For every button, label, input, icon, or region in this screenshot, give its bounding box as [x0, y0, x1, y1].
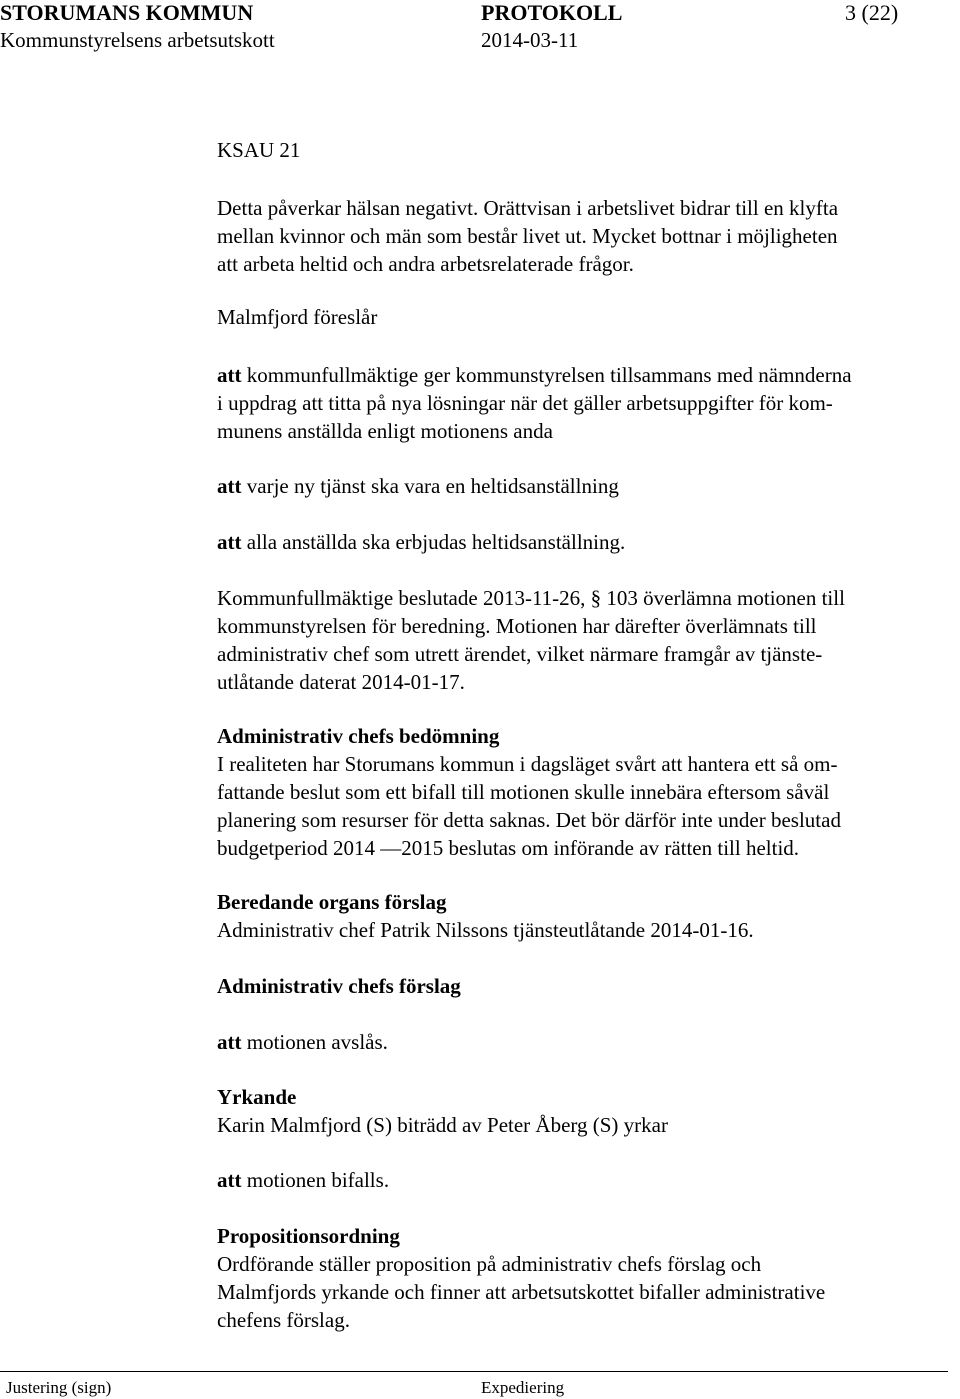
- org-name: STORUMANS KOMMUN: [0, 0, 254, 25]
- att-keyword: att: [217, 1168, 242, 1192]
- doc-type: PROTOKOLL: [481, 0, 623, 25]
- decision-paragraph: [217, 584, 947, 696]
- preparatory-text: Administrativ chef Patrik Nilssons tjänsteutlåtande 2014-01-16.: [217, 918, 754, 942]
- decision-line: utlåtande daterat 2014-01-17.: [217, 670, 465, 694]
- att-text: motionen avslås.: [241, 1030, 388, 1054]
- proposition-order-heading: Propositionsordning: [217, 1224, 400, 1248]
- att-text: varje ny tjänst ska vara en heltidsanställning: [241, 474, 619, 498]
- committee-name: Kommunstyrelsens arbetsutskott: [0, 28, 275, 52]
- assessment-section: [217, 722, 947, 862]
- assessment-line: planering som resurser för detta saknas. Det bör därför inte under beslutad: [217, 808, 841, 832]
- intro-line: Detta påverkar hälsan negativt. Orättvisan i arbetslivet bidrar till en klyfta: [217, 196, 839, 220]
- att-text: i uppdrag att titta på nya lösningar när det gäller arbetsuppgifter för kom-: [217, 391, 833, 415]
- att-keyword: att: [217, 474, 242, 498]
- footer-divider: [0, 1371, 948, 1372]
- preparatory-section: [217, 888, 947, 944]
- assessment-heading: Administrativ chefs bedömning: [217, 724, 500, 748]
- att-keyword: att: [217, 530, 242, 554]
- decision-line: kommunstyrelsen för beredning. Motionen har därefter överlämnats till: [217, 614, 817, 638]
- att-clause-3: [217, 528, 947, 556]
- proposition-order-line: Malmfjords yrkande och finner att arbetsutskottet bifaller administrative: [217, 1280, 826, 1304]
- claims-text: Karin Malmfjord (S) biträdd av Peter Åberg (S) yrkar: [217, 1113, 668, 1137]
- section-id: KSAU 21: [217, 138, 301, 162]
- signature-label: Justering (sign): [6, 1378, 112, 1397]
- proposer-line: Malmfjord föreslår: [217, 305, 378, 329]
- att-text: motionen bifalls.: [241, 1168, 390, 1192]
- admin-proposal-att: [217, 1028, 947, 1056]
- att-text: munens anställda enligt motionens anda: [217, 419, 553, 443]
- att-text: alla anställda ska erbjudas heltidsanställning.: [241, 530, 626, 554]
- preparatory-heading: Beredande organs förslag: [217, 890, 447, 914]
- claims-att: [217, 1166, 947, 1194]
- att-keyword: att: [217, 1030, 242, 1054]
- intro-line: att arbeta heltid och andra arbetsrelaterade frågor.: [217, 252, 634, 276]
- intro-paragraph: [217, 194, 947, 278]
- att-keyword: att: [217, 363, 242, 387]
- assessment-line: I realiteten har Storumans kommun i dagsläget svårt att hantera ett så om-: [217, 752, 838, 776]
- decision-line: Kommunfullmäktige beslutade 2013-11-26, § 103 överlämna motionen till: [217, 586, 845, 610]
- intro-line: mellan kvinnor och män som består livet ut. Mycket bottnar i möjligheten: [217, 224, 838, 248]
- att-text: kommunfullmäktige ger kommunstyrelsen tillsammans med nämnderna: [241, 363, 852, 387]
- att-clause-1: [217, 361, 947, 445]
- assessment-line: fattande beslut som ett bifall till motionen skulle innebära eftersom såväl: [217, 780, 830, 804]
- assessment-line: budgetperiod 2014 —2015 beslutas om införande av rätten till heltid.: [217, 836, 800, 860]
- admin-proposal-heading: Administrativ chefs förslag: [217, 974, 461, 998]
- proposition-order-section: [217, 1222, 947, 1334]
- proposition-order-line: Ordförande ställer proposition på administrativ chefs förslag och: [217, 1252, 762, 1276]
- claims-heading: Yrkande: [217, 1085, 297, 1109]
- proposition-order-line: chefens förslag.: [217, 1308, 350, 1332]
- decision-line: administrativ chef som utrett ärendet, vilket närmare framgår av tjänste-: [217, 642, 823, 666]
- dispatch-label: Expediering: [481, 1378, 565, 1397]
- meeting-date: 2014-03-11: [481, 28, 579, 52]
- claims-section: [217, 1083, 947, 1139]
- admin-proposal-heading-block: [217, 972, 947, 1000]
- page-number: 3 (22): [845, 0, 899, 25]
- att-clause-2: [217, 472, 947, 500]
